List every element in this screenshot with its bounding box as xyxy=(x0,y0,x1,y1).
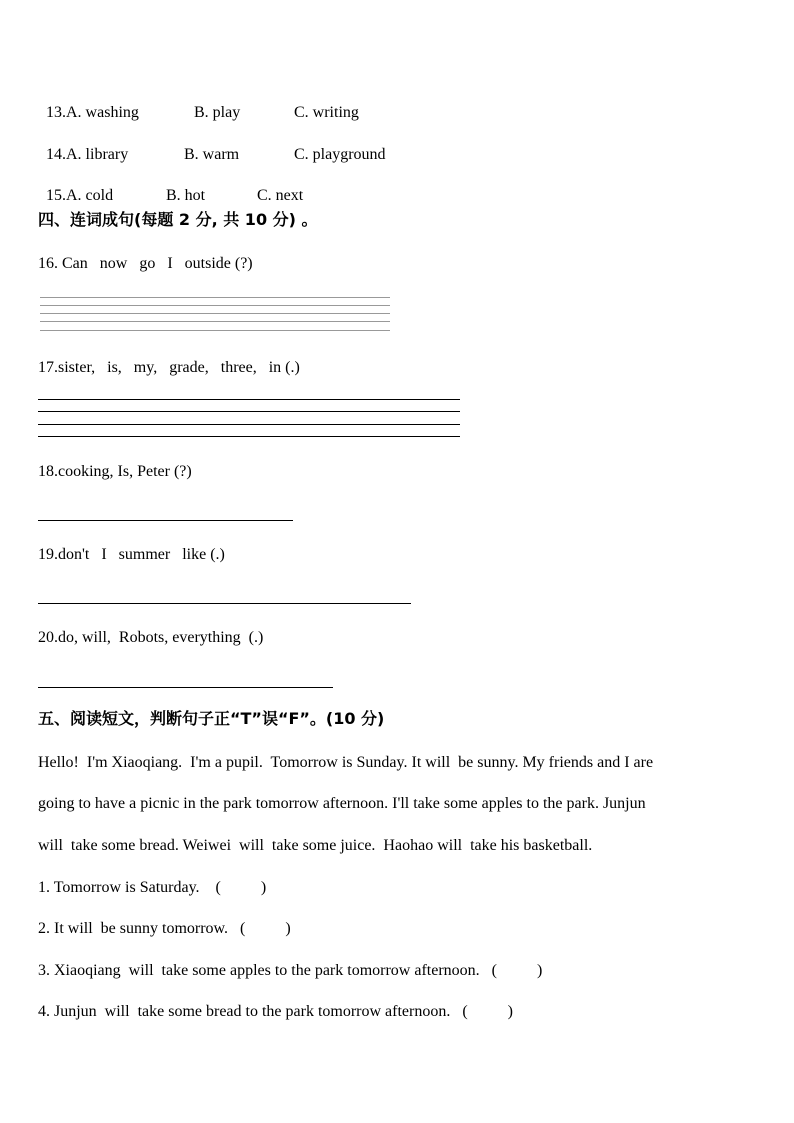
judge-question-4: 4. Junjun will take some bread to the park tomorrow afternoon. ( ) xyxy=(38,1003,513,1020)
question-number: 14. xyxy=(46,146,66,163)
option-c: C. writing xyxy=(294,104,359,121)
option-a: A. washing xyxy=(66,104,139,121)
question-20: 20.do, will, Robots, everything (.) xyxy=(38,629,264,646)
answer-line xyxy=(40,313,390,314)
section-4-heading: 四、连词成句(每题 2 分, 共 10 分) 。 xyxy=(38,210,318,229)
question-15 xyxy=(38,172,303,204)
answer-line xyxy=(38,603,411,604)
option-a: A. cold xyxy=(66,187,114,204)
question-19: 19.don't I summer like (.) xyxy=(38,546,225,563)
judge-question-2: 2. It will be sunny tomorrow. ( ) xyxy=(38,920,291,937)
answer-line xyxy=(38,520,293,521)
option-a: A. library xyxy=(66,146,129,163)
question-14 xyxy=(38,131,386,163)
question-17: 17.sister, is, my, grade, three, in (.) xyxy=(38,359,300,376)
question-number: 15. xyxy=(46,187,66,204)
option-b: B. play xyxy=(194,104,241,121)
answer-line xyxy=(38,411,460,412)
passage-line: will take some bread. Weiwei will take some juice. Haohao will take his basketball. xyxy=(38,837,593,854)
passage-line: going to have a picnic in the park tomorrow afternoon. I'll take some apples to the park. Junjun xyxy=(38,795,646,812)
option-b: B. hot xyxy=(166,187,206,204)
judge-question-1: 1. Tomorrow is Saturday. ( ) xyxy=(38,879,267,896)
section-5-heading: 五、阅读短文，判断句子正“T”误“F”。(10 分) xyxy=(38,709,385,728)
answer-line xyxy=(38,436,460,437)
option-c: C. playground xyxy=(294,146,386,163)
option-c: C. next xyxy=(257,187,304,204)
question-16: 16. Can now go I outside (?) xyxy=(38,255,253,272)
answer-line xyxy=(40,305,390,306)
answer-line xyxy=(38,424,460,425)
answer-line xyxy=(40,330,390,331)
judge-question-3: 3. Xiaoqiang will take some apples to the park tomorrow afternoon. ( ) xyxy=(38,962,543,979)
answer-line xyxy=(40,297,390,298)
answer-line xyxy=(38,399,460,400)
option-b: B. warm xyxy=(184,146,240,163)
question-18: 18.cooking, Is, Peter (?) xyxy=(38,463,192,480)
answer-line xyxy=(40,321,390,322)
question-13 xyxy=(38,89,359,121)
question-number: 13. xyxy=(46,104,66,121)
passage-line: Hello! I'm Xiaoqiang. I'm a pupil. Tomorrow is Sunday. It will be sunny. My friends and I are xyxy=(38,754,654,771)
answer-line xyxy=(38,687,333,688)
